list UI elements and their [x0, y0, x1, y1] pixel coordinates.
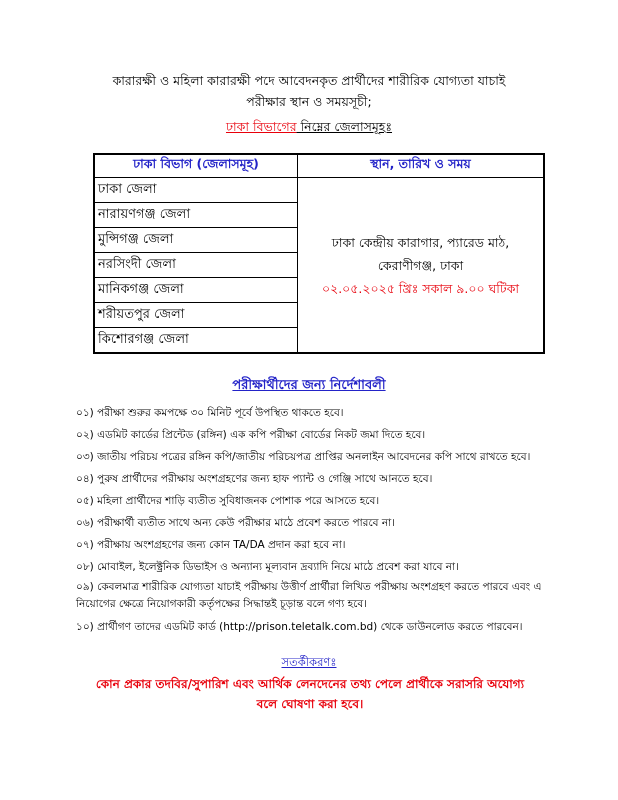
instruction-item: ০৫) মহিলা প্রার্থীদের শাড়ি ব্যতীত সুবিধাজনক পোশাক পরে আসতে হবে।	[76, 495, 380, 507]
venue-column-header: স্থান, তারিখ ও সময়	[298, 154, 545, 178]
district-cell: কিশোরগঞ্জ জেলা	[94, 328, 298, 354]
district-cell: নরসিংদী জেলা	[94, 253, 298, 278]
district-column-header: ঢাকা বিভাগ (জেলাসমূহ)	[94, 154, 298, 178]
venue-cell	[298, 178, 545, 354]
warning-text: কোন প্রকার তদবির/সুপারিশ এবং আর্থিক লেনদেনের তথ্য পেলে প্রার্থীকে সরাসরি অযোগ্য বলে ঘোষণা করা হবে।	[95, 677, 525, 711]
instruction-item: ০৪) পুরুষ প্রার্থীদের পরীক্ষায় অংশগ্রহণের জন্য হাফ প্যান্ট ও গেঞ্জি সাথে আনতে হবে।	[76, 473, 433, 485]
exam-datetime: ০২.০৫.২০২৫ খ্রিঃ সকাল ৯.০০ ঘটিকা	[321, 280, 520, 296]
table-row	[94, 178, 544, 203]
instruction-item: ০৮) মোবাইল, ইলেক্ট্রনিক ডিভাইস ও অন্যান্য মূল্যবান দ্রব্যাদি নিয়ে মাঠে প্রবেশ করা যাবে না।	[76, 561, 459, 573]
district-cell: শরীয়তপুর জেলা	[94, 303, 298, 328]
instructions-list	[76, 403, 571, 639]
notice-heading-line1: কারারক্ষী ও মহিলা কারারক্ষী পদে আবেদনকৃত প্রার্থীদের শারীরিক যোগ্যতা যাচাই	[112, 73, 506, 88]
instruction-item: ১০) প্রার্থীগণ তাদের এডমিট কার্ড (http://prison.teletalk.com.bd) থেকে ডাউনলোড করতে পারবেন।	[76, 621, 523, 633]
instruction-item: ০৯) কেবলমাত্র শারীরিক যোগ্যতা যাচাই পরীক্ষায় উত্তীর্ণ প্রার্থীরা লিখিত পরীক্ষায় অংশগ্রহণ করতে পারবে এবং এ নিয়োগের ক্ষেত্রে নিয়োগকারী কর্তৃপক্ষের সিদ্ধান্তই চূড়ান্ত বলে গণ্য হবে।	[76, 581, 542, 610]
instructions-title: পরীক্ষার্থীদের জন্য নির্দেশাবলী	[232, 378, 386, 393]
instruction-item: ০১) পরীক্ষা শুরুর কমপক্ষে ৩০ মিনিট পূর্বে উপস্থিত থাকতে হবে।	[76, 407, 344, 419]
warning-title: সতর্কীকরণঃ	[281, 655, 337, 669]
district-cell: মুন্সিগঞ্জ জেলা	[94, 228, 298, 253]
instruction-item: ০৬) পরীক্ষার্থী ব্যতীত সাথে অন্য কেউ পরীক্ষার মাঠে প্রবেশ করতে পারবে না।	[76, 517, 395, 529]
district-cell: নারায়ণগঞ্জ জেলা	[94, 203, 298, 228]
instruction-item: ০২) এডমিট কার্ডের প্রিন্টেড (রঙ্গিন) এক কপি পরীক্ষা বোর্ডের নিকট জমা দিতে হবে।	[76, 429, 426, 441]
venue-line1: ঢাকা কেন্দ্রীয় কারাগার, প্যারেড মাঠ,	[331, 234, 510, 250]
division-name: ঢাকা বিভাগের	[225, 119, 297, 134]
instruction-item: ০৩) জাতীয় পরিচয় পত্রের রঙ্গিন কপি/জাতীয় পরিচয়পত্র প্রাপ্তির অনলাইন আবেদনের কপি সাথে রাখতে হবে।	[76, 451, 531, 463]
district-cell: মানিকগঞ্জ জেলা	[94, 278, 298, 303]
division-line	[0, 119, 618, 139]
table-header-row	[94, 154, 544, 178]
instruction-item: ০৭) পরীক্ষায় অংশগ্রহণের জন্য কোন TA/DA প্রদান করা হবে না।	[76, 539, 346, 551]
notice-heading-line2: পরীক্ষার স্থান ও সময়সূচী;	[246, 94, 372, 109]
schedule-table	[93, 153, 545, 354]
division-suffix: নিম্নের জেলাসমূহঃ	[296, 119, 393, 134]
district-cell: ঢাকা জেলা	[94, 178, 298, 203]
venue-line2: কেরাণীগঞ্জ, ঢাকা	[377, 257, 464, 273]
